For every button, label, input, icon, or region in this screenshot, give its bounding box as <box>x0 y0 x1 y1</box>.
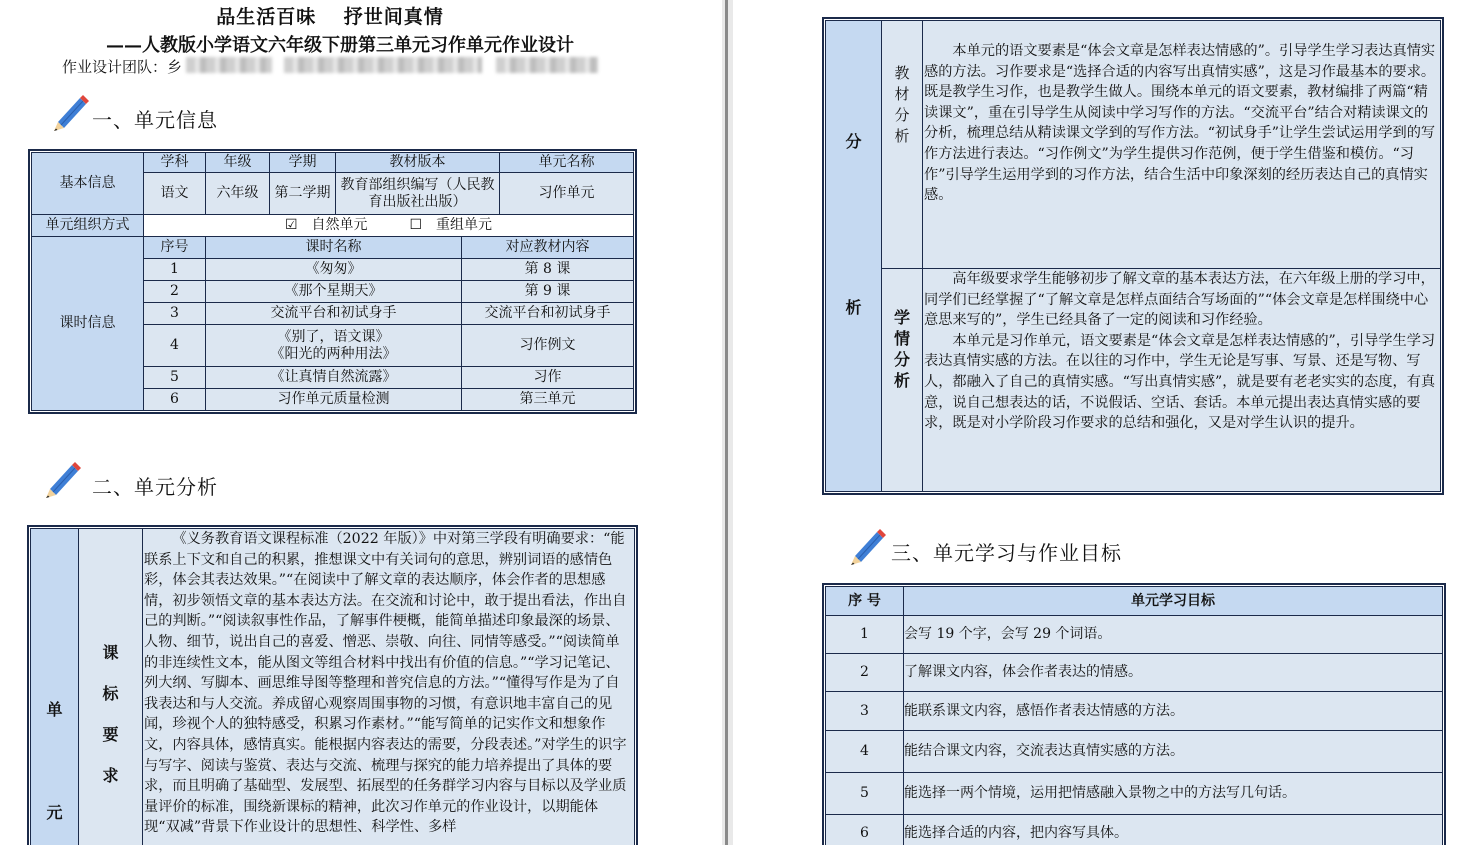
org-option-regroup: ☐ 重组单元 <box>409 217 493 233</box>
textbook-analysis-label <box>882 21 923 269</box>
header-textbook: 教材版本 <box>336 153 500 173</box>
lesson-no: 3 <box>144 303 206 325</box>
goals-table <box>825 586 1443 845</box>
label-char: 析 <box>894 127 910 145</box>
table-row <box>826 616 1443 654</box>
header-grade: 年级 <box>206 153 270 173</box>
goal-no: 6 <box>826 815 904 845</box>
curriculum-label-char: 课 <box>102 643 119 662</box>
analysis-col-char: 单 <box>46 700 63 719</box>
label-char: 材 <box>894 85 910 103</box>
label-char: 分 <box>894 106 910 124</box>
lesson-name: 《让真情自然流露》 <box>206 367 462 389</box>
curriculum-label-char: 求 <box>102 766 119 785</box>
goal-no: 3 <box>826 692 904 731</box>
student-analysis-label <box>882 269 923 492</box>
label-char: 教 <box>894 64 910 82</box>
goal-no: 2 <box>826 654 904 692</box>
value-subject: 语文 <box>144 173 206 215</box>
unit-analysis-table <box>30 528 635 845</box>
curriculum-label-char: 要 <box>102 725 119 744</box>
table-row <box>826 692 1443 731</box>
label-char: 学 <box>893 308 910 327</box>
goal-text: 能选择一两个情境，运用把情感融入景物之中的方法写几句话。 <box>904 773 1443 815</box>
document-subtitle: ——人教版小学语文六年级下册第三单元习作单元作业设计 <box>106 35 574 56</box>
design-team-first-char: 乡 <box>167 58 183 76</box>
section-heading-unit-analysis: 二、单元分析 <box>92 475 218 499</box>
lesson-no: 1 <box>144 259 206 281</box>
goal-no: 1 <box>826 616 904 654</box>
lesson-no: 6 <box>144 389 206 411</box>
value-grade: 六年级 <box>206 173 270 215</box>
curriculum-standard-label <box>79 529 143 845</box>
lesson-name: 《匆匆》 <box>206 259 462 281</box>
goal-text: 会写 19 个字，会写 29 个词语。 <box>904 616 1443 654</box>
pencil-icon <box>50 92 90 132</box>
label-char: 析 <box>893 371 910 390</box>
document-page-left <box>0 0 722 845</box>
label-char: 情 <box>893 329 910 348</box>
lesson-name: 习作单元质量检测 <box>206 389 462 411</box>
value-unit-name: 习作单元 <box>500 173 634 215</box>
document-page-right <box>733 0 1471 845</box>
org-option-natural: ☑ 自然单元 <box>284 217 368 233</box>
pencil-icon <box>847 526 887 566</box>
unit-info-table <box>31 152 634 411</box>
lesson-header-no: 序号 <box>144 237 206 259</box>
lesson-content: 交流平台和初试身手 <box>462 303 634 325</box>
lesson-name <box>206 325 462 367</box>
header-subject: 学科 <box>144 153 206 173</box>
student-analysis-paragraph: 本单元是习作单元，语文要素是“体会文章是怎样表达情感的”，引导学生学习表达真情实感的方法。在以往的习作中，学生无论是写事、写景、还是写物、写人，都融入了自己的真情实感。“写出真情实感”，就是要有老老实实的态度，有真意，说自己想表达的话，不说假话、空话、套话。本单元提出表达真情实感的要求，既是对小学阶段习作要求的总结和强化，又是对学生认识的提升。 <box>924 332 1436 432</box>
page-divider <box>725 0 728 845</box>
curriculum-standard-text: 《义务教育语文课程标准（2022 年版）》中对第三学段有明确要求：“能联系上下文和自己的积累，推想课文中有关词句的意思，辨别词语的感情色彩，体会其表达效果。”“在阅读中了解文章的表达顺序，体会作者的思想感情，初步领悟文章的基本表达方法。在交流和讨论中，敢于提出看法，作出自己的判断。”“阅读叙事性作品，了解事件梗概，能简单描述印象最深的场景、人物、细节，说出自己的喜爱、憎恶、崇敬、向往、同情等感受。”“阅读简单的非连续性文本，能从图文等组合材料中找出有价值的信息。”“学习记笔记、列大纲、写脚本、画思维导图等整理和普究信息的方法。”“懂得写作是为了自我表达和与人交流。养成留心观察周围事物的习惯，有意识地丰富自己的见闻，珍视个人的独特感受，积累习作素材。”“能写简单的记实作文和想象作文，内容具体，感情真实。能根据内容表达的需要，分段表述。”对学生的识字与写字、阅读与鉴赏、表达与交流、梳理与探究的能力培养提出了具体的要求，而且明确了基础型、发展型、拓展型的任务群学习内容与目标以及学业质量评价的标准，围绕新课标的精神，此次习作单元的作业设计，以期能体现“双减”背景下作业设计的思想性、科学性、多样 <box>143 529 635 845</box>
table-row <box>826 773 1443 815</box>
goal-text: 能选择合适的内容，把内容写具体。 <box>904 815 1443 845</box>
lesson-header-name: 课时名称 <box>206 237 462 259</box>
document-title: 品生活百味 抒世间真情 <box>216 6 444 28</box>
analysis-col-char: 元 <box>46 803 63 822</box>
lesson-info-label: 课时信息 <box>32 237 144 411</box>
lesson-header-content: 对应教材内容 <box>462 237 634 259</box>
lesson-name: 交流平台和初试身手 <box>206 303 462 325</box>
design-team-line <box>62 56 182 77</box>
student-analysis-paragraph: 高年级要求学生能够初步了解文章的基本表达方法，在六年级上册的学习中，同学们已经掌握了“了解文章是怎样点面结合写场面的”“体会文章是怎样围绕中心意思来写的”，学生已经具备了一定的阅读和习作经验。 <box>924 271 1435 329</box>
goal-text: 了解课文内容，体会作者表达的情感。 <box>904 654 1443 692</box>
header-semester: 学期 <box>270 153 336 173</box>
table-row <box>826 731 1443 773</box>
section-heading-goals: 三、单元学习与作业目标 <box>891 541 1122 565</box>
analysis-col-char: 析 <box>845 298 862 317</box>
curriculum-label-char: 标 <box>102 684 119 703</box>
analysis-col-char: 分 <box>845 132 862 151</box>
goal-text: 能联系课文内容，感悟作者表达情感的方法。 <box>904 692 1443 731</box>
lesson-content: 第 8 课 <box>462 259 634 281</box>
lesson-name-line: 《别了，语文课》 <box>277 328 390 345</box>
analysis-col-label-unit <box>31 529 79 845</box>
lesson-content: 习作 <box>462 367 634 389</box>
value-semester: 第二学期 <box>270 173 336 215</box>
goal-text: 能结合课文内容，交流表达真情实感的方法。 <box>904 731 1443 773</box>
label-char: 分 <box>893 350 910 369</box>
goals-header-no: 序 号 <box>826 587 904 616</box>
lesson-content: 习作例文 <box>462 325 634 367</box>
org-label: 单元组织方式 <box>32 215 144 237</box>
analysis-col-label <box>826 21 882 492</box>
analysis-table-continued <box>825 20 1441 492</box>
org-options <box>144 215 634 237</box>
goals-header-goal: 单元学习目标 <box>904 587 1443 616</box>
header-unit-name: 单元名称 <box>500 153 634 173</box>
redacted-names <box>186 57 272 73</box>
textbook-analysis-text: 本单元的语文要素是“体会文章是怎样表达情感的”。引导学生学习表达真情实感的方法。习作要求是“选择合适的内容写出真情实感”，这是习作最基本的要求。既是教学生习作，也是教学生做人。围绕本单元的语文要素，教材编排了两篇“精读课文”，重在引导学生从阅读中学习写作的方法。“交流平台”结合对精读课文的分析，梳理总结从精读课文学到的写作方法。“初试身手”让学生尝试运用学到的写作方法进行表达。“习作例文”为学生提供习作范例，便于学生借鉴和模仿。“习作”引导学生运用学到的习作方法，结合生活中印象深刻的经历表达自己的真情实感。 <box>923 21 1441 269</box>
table-row <box>826 815 1443 845</box>
basic-info-label: 基本信息 <box>32 153 144 215</box>
table-row <box>826 654 1443 692</box>
lesson-content: 第 9 课 <box>462 281 634 303</box>
design-team-label: 作业设计团队： <box>62 58 168 76</box>
section-heading-unit-info: 一、单元信息 <box>92 108 218 132</box>
lesson-no: 4 <box>144 325 206 367</box>
lesson-content: 第三单元 <box>462 389 634 411</box>
redacted-names <box>496 57 598 73</box>
lesson-no: 2 <box>144 281 206 303</box>
student-analysis-text <box>923 269 1441 492</box>
lesson-name-line: 《阳光的两种用法》 <box>270 345 397 362</box>
redacted-names <box>284 57 482 73</box>
lesson-name: 《那个星期天》 <box>206 281 462 303</box>
value-textbook: 教育部组织编写（人民教育出版社出版） <box>336 173 500 215</box>
goal-no: 4 <box>826 731 904 773</box>
pencil-icon <box>42 459 82 499</box>
lesson-no: 5 <box>144 367 206 389</box>
goal-no: 5 <box>826 773 904 815</box>
